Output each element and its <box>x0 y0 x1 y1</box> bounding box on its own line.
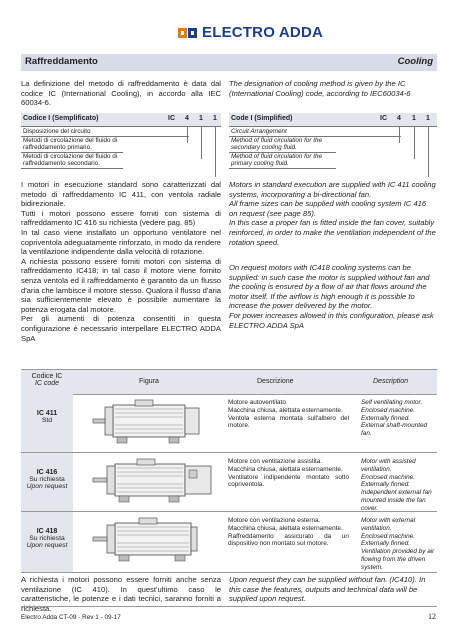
code-label-it: Codice I (Semplificato) <box>23 115 99 122</box>
code-digit-1-it: 4 <box>185 115 189 122</box>
motor-ic411-figure <box>85 397 221 447</box>
row-code-cell <box>21 394 73 452</box>
table-header <box>21 369 437 395</box>
row-code: IC 411 <box>36 410 58 417</box>
body-it: I motori in esecuzione standard sono caratterizzati dal metodo di raffreddamento IC 411, con ventola radiale bidirezionale. Tutti i motori possono essere forniti con sistema di raffreddamento IC 416 su richiesta (vedere pag. 85) In tal caso viene installato un opportuno ventilatore nel copriventola adeguatamente rinforzato, in modo da rendere la ventilazione indipendente dalla velocità di rotazione. A richiesta possono essere forniti motori con sistema di raffreddamento IC418; in tal caso il motore viene fornito senza ventola ed il raffreddamento è garantito da un flusso d'aria che lambisce il motore stesso. Qualora il flusso d'aria sia sufficientemente elevato è possibile aumentare la potenza erogata dal motore. Per gli aumenti di potenza consentiti in questa configurazione è necessario interpellare ELECTRO ADDA SpA <box>21 180 221 343</box>
footer-divider <box>21 606 437 607</box>
header-figure: Figura <box>139 378 159 385</box>
motor-ic416-figure <box>85 456 221 506</box>
body-en-2: On request motors with IC418 cooling systems can be supplied: in such case the motor is supplied without fan and the cooling is ensured by a flow of air that flows around the motor itself. If the airflow is high enough it is possible to increase the power delivered by the motor. For power increases allowed in this configuration, please ask ELECTRO ADDA SpA <box>229 263 434 330</box>
footer-doc-ref: Electro Adda CT-09 - Rev 1 - 09-17 <box>21 614 121 621</box>
code-digit-1-en: 4 <box>397 115 401 122</box>
header-code-it: Codice IC <box>31 373 63 380</box>
row-code: IC 418 <box>36 528 58 535</box>
page-number: 12 <box>428 612 436 621</box>
code-label-en: Code I (Simplified) <box>231 115 293 122</box>
row-desc-en: Self ventilating motor. Enclosed machine. Externally finned. External shaft-mounted fan. <box>361 399 428 438</box>
electro-adda-logo-icon <box>178 26 198 40</box>
header-code-cell <box>21 370 73 394</box>
tree-item: Circuit Arrangement <box>229 128 401 137</box>
tree-item: Metodi di circolazione del fluido di raffreddamento secondario. <box>21 153 123 169</box>
row-sub-en: Upon request <box>26 483 68 490</box>
section-title-it: Raffreddamento <box>25 56 98 67</box>
body-en-1: Motors in standard execution are supplied with IC 411 cooling systems, incorporating a bi-directional fan. All frame sizes can be supplied with cooling system IC 416 on request (see page 85). In this case a proper fan is fitted inside the fan cover, suitably reinforced, in order to make the ventilation independent of the rotation speed. <box>229 180 436 247</box>
code-digit-2-en: 1 <box>412 115 416 122</box>
code-digit-2-it: 1 <box>199 115 203 122</box>
row-code-cell <box>21 512 73 572</box>
row-sub-it: Su richiesta <box>29 535 65 542</box>
row-desc-it: Motore con ventilazione assistita. Macchina chiusa, alettata esternamente. Ventilatore indipendente montato sotto copriventola. <box>228 458 349 489</box>
code-ic-it: IC <box>168 115 175 122</box>
row-sub-en: Upon request <box>26 542 68 549</box>
closing-it: A richiesta i motori possono essere forniti anche senza ventilazione (IC 410). In quest'ultimo caso le caratteristiche, le potenze e i dati tecnici, saranno forniti a richiesta. <box>21 575 221 613</box>
tree-item: Method of fluid circulation for the secondary cooling fluid. <box>229 137 336 153</box>
row-desc-en: Motor with assisted ventilation. Enclosed machine. Externally finned. Independent external fan mounted inside the fan cover. <box>361 458 432 512</box>
tree-item: Disposizione del circuito <box>21 128 189 137</box>
header-code-en: IC code <box>34 380 60 387</box>
table-row <box>21 453 437 512</box>
intro-en: The designation of cooling method is given by the IC (International Cooling) code, according to IEC60034-6 <box>229 79 411 98</box>
company-logo <box>178 24 323 41</box>
code-tree-it <box>21 128 216 169</box>
code-ic-en: IC <box>380 115 387 122</box>
closing-en: Upon request they can be supplied without fan. (IC410). In this case the features, outputs and technical data will be supplied upon request. <box>229 575 426 604</box>
row-sub-it: Su richiesta <box>29 476 65 483</box>
row-sub-it: Std <box>41 417 53 424</box>
section-header-band <box>21 54 437 71</box>
table-row <box>21 394 437 453</box>
tree-item: Method of fluid circulation for the primary cooling fluid. <box>229 153 336 169</box>
row-desc-en: Motor with external ventilation. Enclosed machine. Externally finned. Ventilation provided by air flowing from the driven system. <box>361 517 435 571</box>
intro-it: La definizione del metodo di raffreddamento è data dal codice IC (International Cooling), in accordo alla IEC 60034-6. <box>21 79 221 108</box>
tree-item: Metodi di circolazione del fluido di raffreddamento primario. <box>21 137 123 153</box>
header-desc-it: Descrizione <box>257 378 294 385</box>
logo-text: ELECTRO ADDA <box>202 24 324 41</box>
section-title-en: Cooling <box>397 56 433 67</box>
row-code: IC 416 <box>36 469 58 476</box>
code-tree-en <box>229 128 429 169</box>
motor-ic418-figure <box>85 515 221 565</box>
row-desc-it: Motore con ventilazione esterna. Macchina chiusa, alettata esternamente. Raffreddamento assicurato da un dispositivo non montato sul motore. <box>228 517 349 548</box>
header-desc-en: Description <box>373 378 409 385</box>
table-row <box>21 512 437 573</box>
row-desc-it: Motore autoventilato Macchina chiusa, alettata esternamente. Ventola esterna montata sull'albero del motore. <box>228 399 349 430</box>
code-box-en <box>229 113 437 127</box>
code-box-it <box>21 113 221 127</box>
code-digit-3-en: 1 <box>426 115 430 122</box>
code-digit-3-it: 1 <box>213 115 217 122</box>
row-code-cell <box>21 453 73 511</box>
